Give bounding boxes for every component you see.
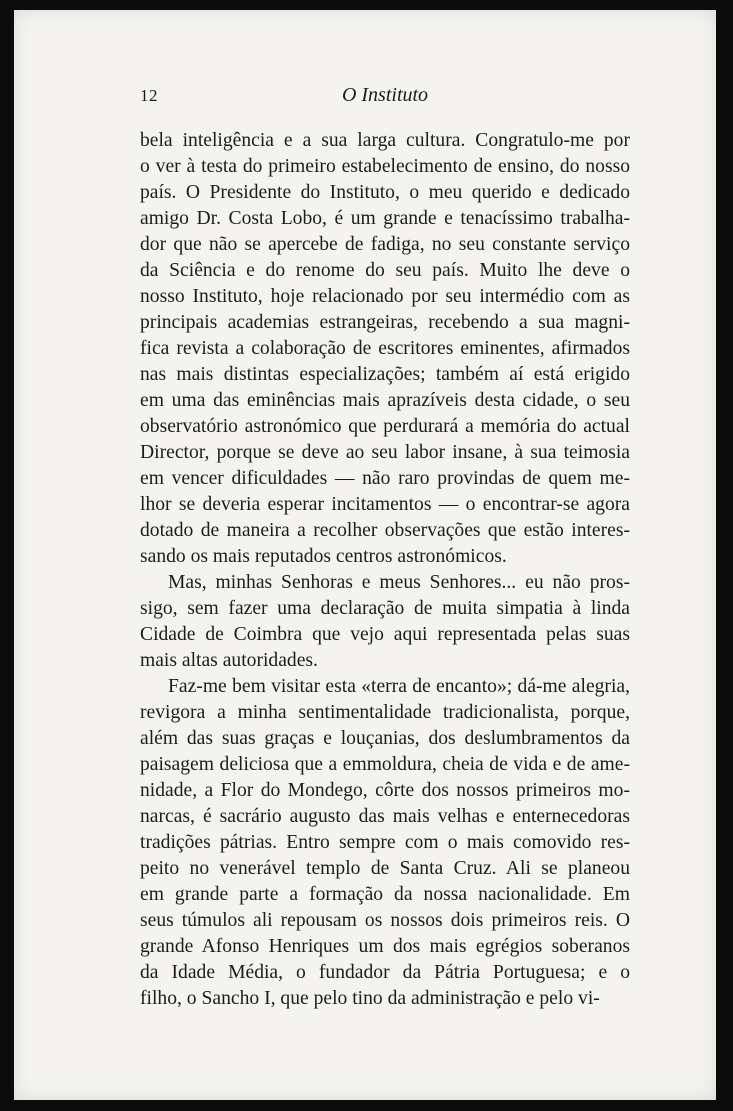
text-line: da Idade Média, o fundador da Pátria Portuguesa; e o bbox=[140, 962, 630, 983]
text-line: amigo Dr. Costa Lobo, é um grande e tenacíssimo trabalha- bbox=[140, 208, 630, 229]
text-line: em vencer dificuldades — não raro provindas de quem me- bbox=[140, 468, 630, 489]
text-line: em grande parte a formação da nossa nacionalidade. Em bbox=[140, 884, 630, 905]
text-line: Director, porque se deve ao seu labor insane, à sua teimosia bbox=[140, 442, 630, 463]
text-line: nidade, a Flor do Mondego, côrte dos nossos primeiros mo- bbox=[140, 780, 630, 801]
text-line: principais academias estrangeiras, recebendo a sua magni- bbox=[140, 312, 630, 333]
book-page bbox=[14, 10, 716, 1100]
text-line: sando os mais reputados centros astronómicos. bbox=[140, 546, 507, 567]
body-text bbox=[140, 128, 630, 1012]
text-line: país. O Presidente do Instituto, o meu querido e dedicado bbox=[140, 182, 630, 203]
text-line: Cidade de Coimbra que vejo aqui representada pelas suas bbox=[140, 624, 630, 645]
page-header bbox=[140, 80, 630, 110]
text-line: mais altas autoridades. bbox=[140, 650, 318, 671]
text-line: observatório astronómico que perdurará a memória do actual bbox=[140, 416, 630, 437]
text-line: bela inteligência e a sua larga cultura. Congratulo-me por bbox=[140, 130, 630, 151]
text-line: narcas, é sacrário augusto das mais velhas e enternecedoras bbox=[140, 806, 630, 827]
text-line: nosso Instituto, hoje relacionado por seu intermédio com as bbox=[140, 286, 630, 307]
text-line: o ver à testa do primeiro estabelecimento de ensino, do nosso bbox=[140, 156, 630, 177]
text-line: em uma das eminências mais aprazíveis desta cidade, o seu bbox=[140, 390, 630, 411]
text-line: revigora a minha sentimentalidade tradicionalista, porque, bbox=[140, 702, 630, 723]
text-line: filho, o Sancho I, que pelo tino da administração e pelo vi- bbox=[140, 988, 600, 1009]
text-line: dor que não se apercebe de fadiga, no seu constante serviço bbox=[140, 234, 630, 255]
text-line: lhor se deveria esperar incitamentos — o encontrar-se agora bbox=[140, 494, 630, 515]
text-line: fica revista a colaboração de escritores eminentes, afirmados bbox=[140, 338, 630, 359]
text-line: da Sciência e do renome do seu país. Muito lhe deve o bbox=[140, 260, 630, 281]
text-line: Faz-me bem visitar esta «terra de encanto»; dá-me alegria, bbox=[168, 676, 630, 697]
running-title: O Instituto bbox=[341, 84, 429, 106]
text-line: sigo, sem fazer uma declaração de muita simpatia à linda bbox=[140, 598, 630, 619]
text-line: seus túmulos ali repousam os nossos dois primeiros reis. O bbox=[140, 910, 630, 931]
text-line: tradições pátrias. Entro sempre com o mais comovido res- bbox=[140, 832, 630, 853]
text-line: Mas, minhas Senhoras e meus Senhores... eu não pros- bbox=[168, 572, 630, 593]
page-number: 12 bbox=[140, 86, 158, 105]
text-line: peito no venerável templo de Santa Cruz. Ali se planeou bbox=[140, 858, 630, 879]
text-line: dotado de maneira a recolher observações que estão interes- bbox=[140, 520, 630, 541]
text-line: paisagem deliciosa que a emmoldura, cheia de vida e de ame- bbox=[140, 754, 630, 775]
text-line: nas mais distintas especializações; também aí está erigido bbox=[140, 364, 630, 385]
text-line: grande Afonso Henriques um dos mais egrégios soberanos bbox=[140, 936, 630, 957]
text-line: além das suas graças e louçanias, dos deslumbramentos da bbox=[140, 728, 630, 749]
